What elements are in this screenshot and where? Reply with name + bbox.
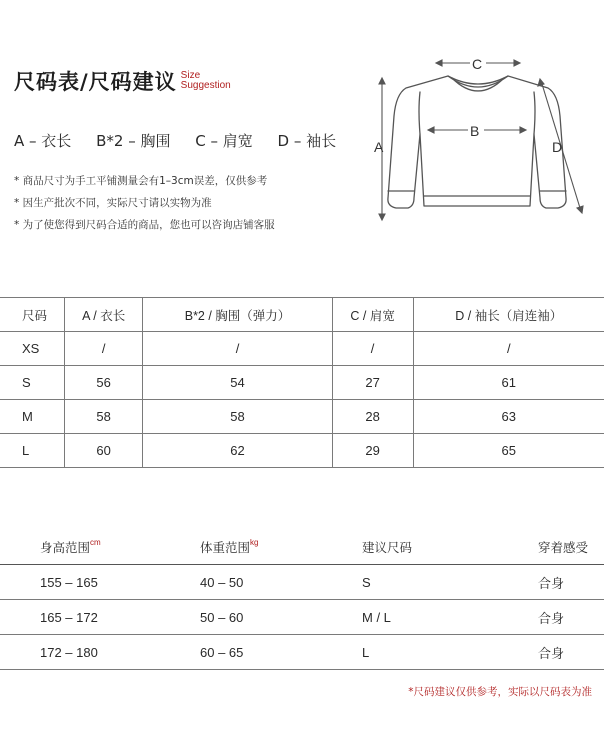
table-cell: 61 [413, 366, 604, 400]
rec-header-weight-label: 体重范围 [200, 541, 251, 555]
table-cell: 50 – 60 [200, 600, 350, 635]
sweater-outline [388, 76, 566, 208]
rec-header-size: 建议尺码 [350, 530, 532, 565]
table-cell: 63 [413, 400, 604, 434]
rec-header-height-label: 身高范围 [40, 541, 91, 555]
table-cell: / [65, 332, 143, 366]
size-table-header-row [0, 298, 604, 332]
sweater-measurement-diagram [370, 46, 598, 232]
note-item: * 商品尺寸为手工平铺测量会有1–3cm误差，仅供参考 [14, 175, 268, 187]
table-row [0, 565, 604, 600]
table-cell: 172 – 180 [0, 635, 200, 670]
rec-header-weight [200, 530, 350, 565]
table-cell: / [332, 332, 413, 366]
size-table-header-cell: A / 衣长 [65, 298, 143, 332]
table-row [0, 434, 604, 468]
table-cell: L [350, 635, 532, 670]
table-cell: M / L [350, 600, 532, 635]
table-cell: 62 [143, 434, 332, 468]
table-cell: 合身 [532, 600, 604, 635]
table-cell: 60 [65, 434, 143, 468]
note-item: * 因生产批次不同，实际尺寸请以实物为准 [14, 197, 212, 209]
table-cell: 合身 [532, 635, 604, 670]
size-recommendation-table [0, 530, 604, 670]
rec-table-header-row [0, 530, 604, 565]
table-cell: S [350, 565, 532, 600]
notes-list [14, 170, 275, 236]
table-cell: / [413, 332, 604, 366]
table-row [0, 366, 604, 400]
size-table-header-cell: B*2 / 胸围（弹力） [143, 298, 332, 332]
page-title-en [181, 71, 231, 91]
table-cell: 56 [65, 366, 143, 400]
size-table-header-cell: 尺码 [0, 298, 65, 332]
table-cell: 60 – 65 [200, 635, 350, 670]
legend-c: C – 肩宽 [195, 132, 253, 150]
measurement-legend [14, 130, 356, 151]
table-cell: 54 [143, 366, 332, 400]
table-cell: S [0, 366, 65, 400]
table-cell: 27 [332, 366, 413, 400]
table-cell: L [0, 434, 65, 468]
table-cell: / [143, 332, 332, 366]
table-cell: XS [0, 332, 65, 366]
page-title-group [14, 66, 231, 96]
rec-header-fit: 穿着感受 [532, 530, 604, 565]
table-cell: 58 [65, 400, 143, 434]
note-item: * 为了使您得到尺码合适的商品，您也可以咨询店铺客服 [14, 219, 275, 231]
table-row [0, 635, 604, 670]
label-a: A [374, 139, 384, 155]
title-en-line2: Suggestion [180, 80, 231, 91]
table-cell: 58 [143, 400, 332, 434]
legend-a: A – 衣长 [14, 132, 72, 150]
height-unit: cm [90, 537, 101, 547]
table-row [0, 400, 604, 434]
table-cell: 165 – 172 [0, 600, 200, 635]
title-en-line1: Size [180, 70, 201, 81]
table-row [0, 332, 604, 366]
table-cell: 65 [413, 434, 604, 468]
page-title: 尺码表/尺码建议 [14, 70, 177, 94]
table-cell: M [0, 400, 65, 434]
footnote: *尺码建议仅供参考，实际以尺码表为准 [408, 686, 592, 698]
label-b: B [470, 123, 480, 139]
rec-header-height [0, 530, 200, 565]
label-d: D [552, 139, 563, 155]
legend-d: D – 袖长 [277, 132, 337, 150]
legend-b: B*2 – 胸围 [96, 132, 171, 150]
label-c: C [472, 56, 483, 72]
table-cell: 29 [332, 434, 413, 468]
size-table-header-cell: C / 肩宽 [332, 298, 413, 332]
table-cell: 28 [332, 400, 413, 434]
table-cell: 40 – 50 [200, 565, 350, 600]
table-row [0, 600, 604, 635]
weight-unit: kg [250, 537, 259, 547]
table-cell: 合身 [532, 565, 604, 600]
table-cell: 155 – 165 [0, 565, 200, 600]
size-table [0, 297, 604, 468]
size-table-header-cell: D / 袖长（肩连袖） [413, 298, 604, 332]
